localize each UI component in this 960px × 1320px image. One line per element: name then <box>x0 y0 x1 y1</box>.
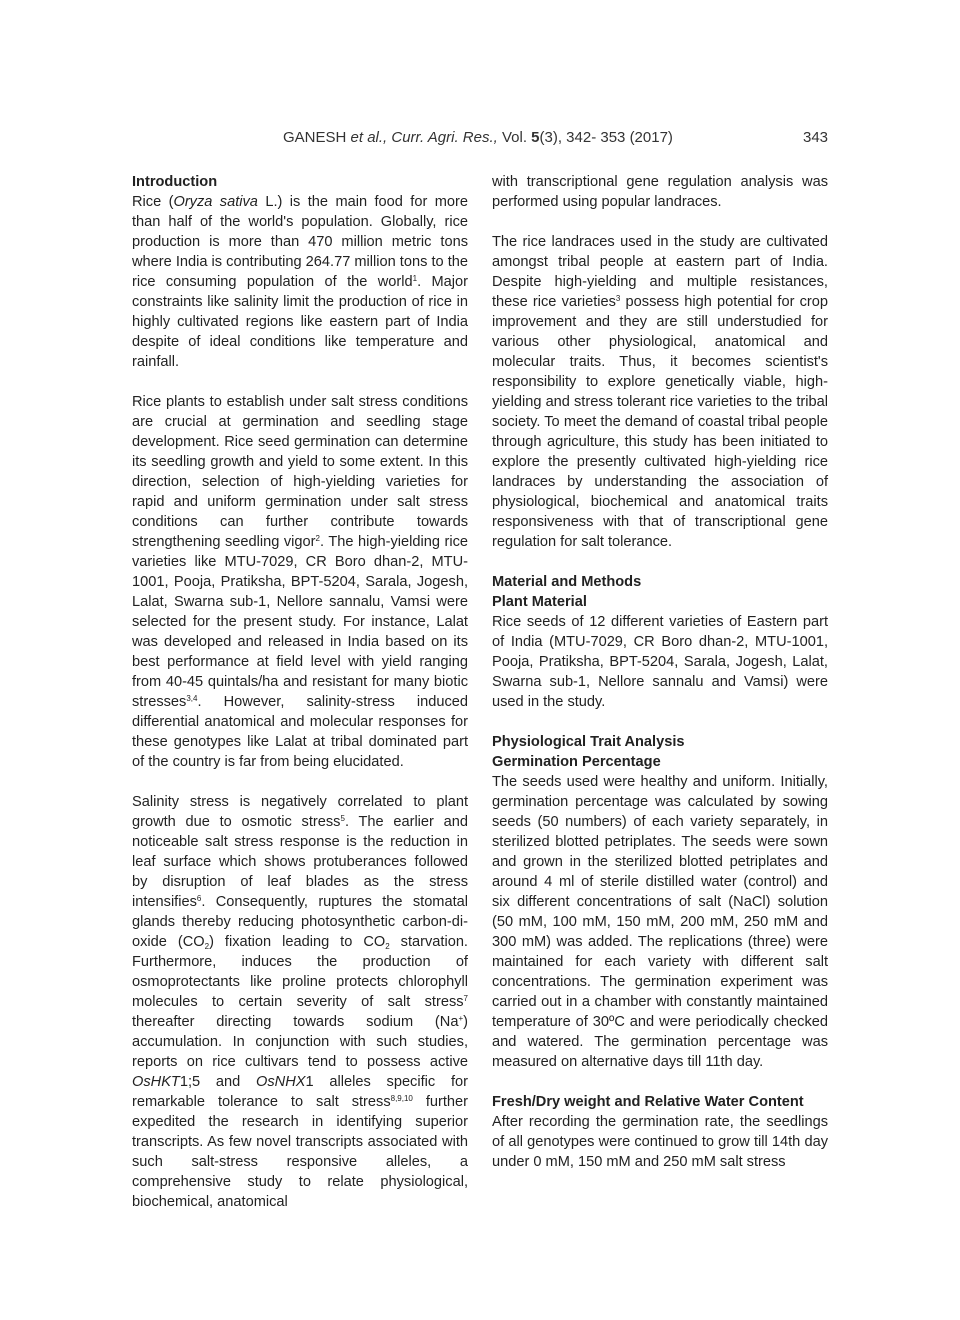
landraces-paragraph: The rice landraces used in the study are cultivated amongst tribal people at eastern part of India. Despite high-yielding and multiple resistances, these rice varieties$^3$ possess high potential for crop improvement and they are still understudied for various other physiological, anatomical and molecular traits. Thus, it becomes scientist's responsibility to explore genetically viable, high-yielding and stress tolerant rice varieties to the tribal society. To meet the demand of coastal tribal people through agriculture, this study has been initiated to explore the presently cultivated high-yielding rice landraces by understanding the association of physiological, biochemical and anatomical traits responsiveness with that of transcriptional gene regulation for salt tolerance. <box>492 234 828 550</box>
citation-ref: 2 <box>315 534 320 543</box>
germination-paragraph: The seeds used were healthy and uniform. Initially, germination percentage was calculated by sowing seeds (50 numbers) of each variety separately, in sterilized blotted petriplates. The seeds were sown and grown in the sterilized blotted petriplates and around 4 ml of sterile distilled water (control) and six different concentrations of salt (NaCl) solution (50 mM, 100 mM, 150 mM, 200 mM, 250 mM and 300 mM) was added. The replications (three) were maintained for each variety with different salt concentrations. The germination experiment was carried out in a chamber with constantly maintained temperature of 30ºC and were periodically checked and watered. The germination percentage was measured on alternative days till 11th day. <box>492 774 828 1070</box>
citation-line <box>283 129 673 146</box>
citation-ref: 1 <box>412 274 418 283</box>
authors: GANESH <box>283 129 347 146</box>
right-column <box>492 172 828 1172</box>
species-name: Oryza sativa <box>173 194 258 210</box>
citation-ref: 5 <box>340 814 345 823</box>
continued-paragraph: with transcriptional gene regulation analysis was performed using popular landraces. <box>492 174 828 210</box>
intro-paragraph-2: Rice plants to establish under salt stress conditions are crucial at germination and seedling stage development. Rice seed germination can determine its seedling growth and yield to some extent. In this direction, selection of high-yielding varieties for rapid and uniform germination under salt stress conditions can further contribute towards strengthening seedling vigor$^2$. The high-yielding rice varieties like MTU-7029, CR Boro dhan-2, MTU-1001, Pooja, Pratiksha, BPT-5204, Sarala, Jogesh, Lalat, Swarna sub-1, Nellore sannalu, Vamsi were selected for the present study. For instance, Lalat was developed and released in India based on its best performance at field level with yield ranging from 40-45 quintals/ha and resistant for many biotic stresses$^{3,4}$. However, salinity-stress induced differential anatomical and molecular responses for these genotypes like Lalat at tribal dominated part of the country is far from being elucidated. <box>132 394 469 770</box>
methods-heading: Material and Methods <box>492 574 642 590</box>
fresh-dry-weight-paragraph: After recording the germination rate, the seedlings of all genotypes were continued to grow till 14th day under 0 mM, 150 mM and 250 mM salt stress <box>492 1114 828 1170</box>
gene-name: OsHKT <box>132 1074 180 1090</box>
fresh-dry-weight-heading: Fresh/Dry weight and Relative Water Content <box>492 1094 804 1110</box>
left-column <box>132 172 468 1212</box>
intro-paragraph-3: Salinity stress is negatively correlated to plant growth due to osmotic stress$^5$. The earlier and noticeable salt stress response is the reduction in leaf surface which shows protuberances followed by disruption of leaf blades as the stress intensifies$^6$. Consequently, ruptures the stomatal glands thereby reducing photosynthetic carbon-di-oxide $(CO_2)$ fixation leading to $CO_2$ starvation. Furthermore, induces the production of osmoprotectants like proline protects chlorophyll molecules to certain severity of salt stress$^7$ thereafter directing towards sodium (Na+) accumulation. In conjunction with such studies, reports on rice cultivars tend to possess active OsHKT1;5 and OsNHX1 alleles specific for remarkable tolerance to salt stress$^{8,9,10}$ further expedited the research in identifying superior transcripts. As few novel transcripts associated with such salt-stress responsive alleles, a comprehensive study to relate physiological, biochemical, anatomical <box>132 794 468 1210</box>
citation-ref: 3 <box>615 294 621 303</box>
journal-ref: et al., Curr. Agri. Res., <box>350 129 498 146</box>
volume-number: 5 <box>531 129 540 146</box>
running-header <box>0 129 960 151</box>
volume-label: Vol. <box>501 129 527 146</box>
citation-ref: 8,9,10 <box>390 1094 413 1103</box>
gene-name: OsNHX <box>256 1074 306 1090</box>
germination-heading: Germination Percentage <box>492 754 661 770</box>
superscript: + <box>458 1014 464 1023</box>
physiological-heading: Physiological Trait Analysis <box>492 734 685 750</box>
plant-material-heading: Plant Material <box>492 594 587 610</box>
issue-pages-year: (3), 342- 353 (2017) <box>539 129 673 146</box>
introduction-heading: Introduction <box>132 174 218 190</box>
citation-ref: 6 <box>196 894 202 903</box>
plant-material-paragraph: Rice seeds of 12 different varieties of Eastern part of India (MTU-7029, CR Boro dhan-2, MTU-1001, Pooja, Pratiksha, BPT-5204, Sarala, Jogesh, Lalat, Swarna sub-1, Nellore sannalu and Vamsi) were used in the study. <box>492 614 828 710</box>
page-number: 343 <box>803 129 829 146</box>
citation-ref: 3,4 <box>186 694 198 703</box>
citation-ref: 7 <box>463 994 468 1003</box>
intro-paragraph-1: Rice (Oryza sativa L.) is the main food for more than half of the world's population. Globally, rice production is more than 470 million metric tons where India is contributing 264.77 million tons to the rice consuming population of the world$^1$. Major constraints like salinity limit the production of rice in highly cultivated regions like eastern part of India despite of ideal conditions like temperature and rainfall. <box>132 194 468 370</box>
subscript: 2 <box>385 942 390 951</box>
subscript: 2 <box>204 942 210 951</box>
